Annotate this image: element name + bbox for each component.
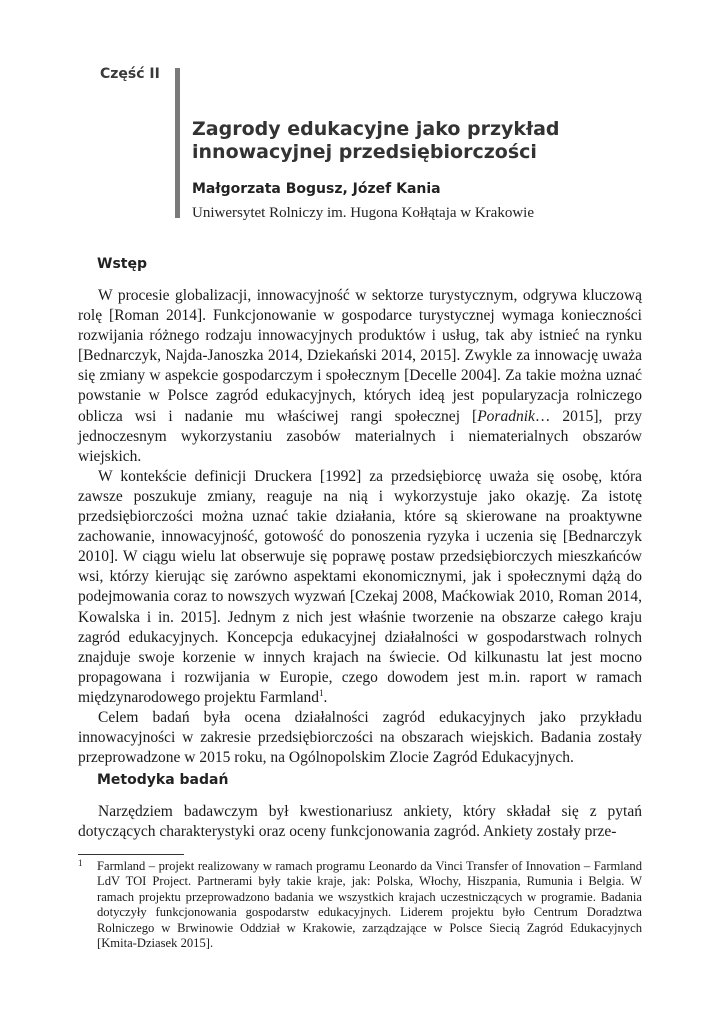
section-heading-intro: Wstęp xyxy=(97,256,147,272)
footnote-text: Farmland – projekt realizowany w ramach programu Leonardo da Vinci Transfer of Innovation – Farmland LdV TOI Project. Partnerami były takie kraje, jak: Polska, Włochy, Hiszpania, Rumunia i Belgia. W ramach projektu przeprowadzono badania we wszystkich krajach uczestniczących w programie. Badania dotyczyły funkcjonowania gospodarstw edukacyjnych. Liderem projektu było Centrum Doradztwa Rolniczego w Brwinowie Oddział w Krakowie, zarządzające w Polsce Siecią Zagród Edukacyjnych [Kmita-Dziasek 2015]. xyxy=(97,859,642,951)
paragraph: Celem badań była ocena działalności zagród edukacyjnych jako przykładu innowacyjności w zakresie przedsiębiorczości na obszarach wiejskich. Badania zostały przeprowadzone w 2015 roku, na Ogólnopolskim Zlocie Zagród Edukacyjnych. xyxy=(78,708,642,767)
paragraph: Narzędziem badawczym był kwestionariusz ankiety, który składał się z pytań dotyczących charakterystyki oraz oceny funkcjonowania zagród. Ankiety zostały prze- xyxy=(78,803,642,841)
section-heading-methods: Metodyka badań xyxy=(97,772,229,788)
section-divider-bar xyxy=(175,68,180,218)
title-line: Zagrody edukacyjne jako przykład xyxy=(192,118,560,140)
paragraph: W kontekście definicji Druckera [1992] za przedsiębiorcę uważa się osobę, która zawsze poszukuje zmiany, reaguje na nią i wykorzystuje jako okazję. Za istotę przedsiębiorczości można uznać takie działania, które są skierowane na proaktywne zachowanie, innowacyjność, gotowość do ponoszenia ryzyka i uczenia się [Bednarczyk 2010]. W ciągu wielu lat obserwuje się poprawę postaw przedsiębiorczych mieszkańców wsi, którzy kierując się zarówno aspektami ekonomicznymi, jak i społecznymi dążą do podejmowania coraz to nowszych wyzwań [Czekaj 2008, Maćkowiak 2010, Roman 2014, Kowalska i in. 2015]. Jednym z nich jest właśnie tworzenie na obszarze całego kraju zagród edukacyjnych. Koncepcja edukacyjnej działalności w gospodarstwach rolnych znajduje swoje korzenie w innych krajach na świecie. Od kilkunastu lat jest mocno propagowana i rozwijania w Europie, czego dowodem jest m.in. raport w ramach międzynarodowego projektu Farmland$^1$. xyxy=(78,467,642,706)
footnote-rule xyxy=(78,854,184,855)
part-label: Część II xyxy=(100,66,160,82)
article-title xyxy=(192,118,662,164)
paragraph: W procesie globalizacji, innowacyjność w sektorze turystycznym, odgrywa kluczową rolę [Roman 2014]. Funkcjonowanie w gospodarce turystycznej wymaga konieczności rozwijania różnego rodzaju innowacyjnych produktów i usług, tak aby istnieć na rynku [Bednarczyk, Najda-Janoszka 2014, Dziekański 2014, 2015]. Zwykle za innowację uważa się zmiany w aspekcie gospodarczym i społecznym [Decelle 2004]. Za takie można uznać powstanie w Polsce zagród edukacyjnych, których ideą jest popularyzacja rolniczego oblicza wsi i nadanie mu właściwej rangi społecznej [Poradnik… 2015], przy jednoczesnym wykorzystaniu zasobów materialnych i niematerialnych obszarów wiejskich. xyxy=(78,287,642,465)
footnote xyxy=(78,859,642,951)
intro-body xyxy=(78,286,642,768)
article-affiliation: Uniwersytet Rolniczy im. Hugona Kołłątaja w Krakowie xyxy=(192,205,534,221)
title-line: innowacyjnej przedsiębiorczości xyxy=(192,141,537,163)
footnote-ref: 1 xyxy=(319,687,324,698)
methods-body xyxy=(78,802,642,842)
article-authors: Małgorzata Bogusz, Józef Kania xyxy=(192,181,441,197)
footnote-number: 1 xyxy=(78,858,83,868)
